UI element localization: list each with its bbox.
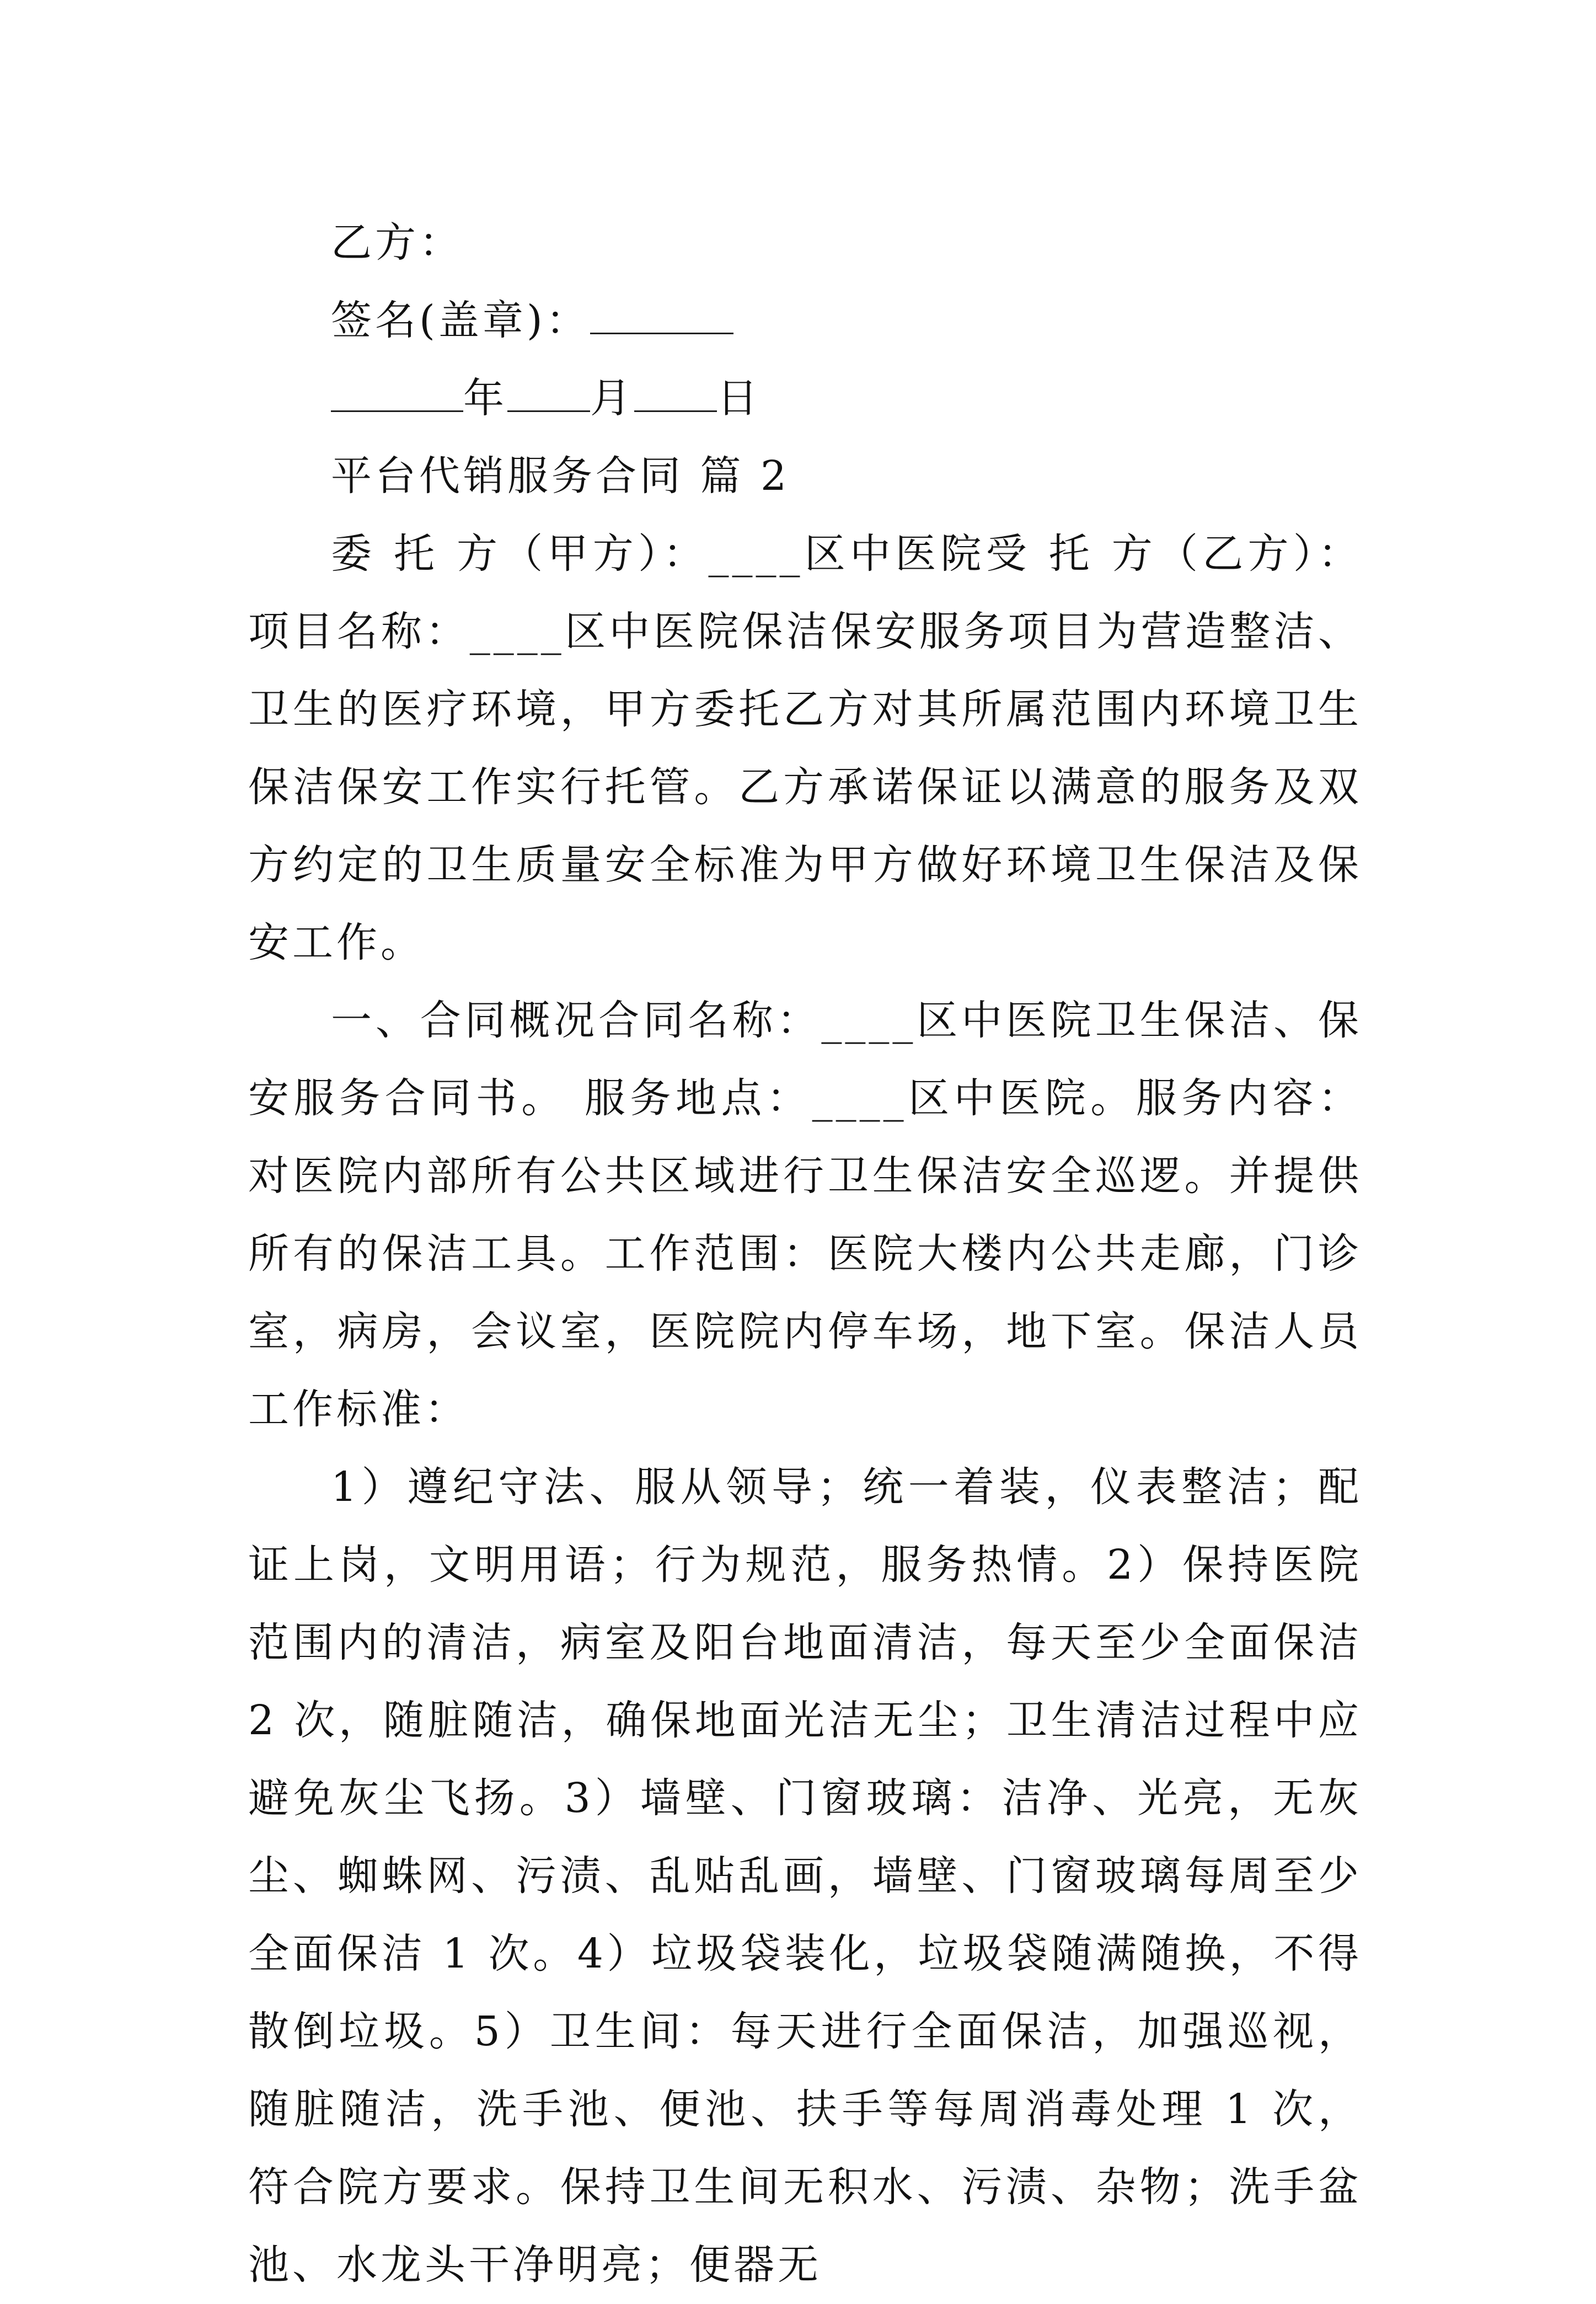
party-b-line: [248, 204, 1362, 282]
paragraph-overview: 一、合同概况合同名称：____区中医院卫生保洁、保安服务合同书。 服务地点：____区中医院。服务内容：对医院内部所有公共区域进行卫生保洁安全巡逻。并提供所有的保洁工具。工作范围：医院大楼内公共走廊，门诊室，病房，会议室，医院院内停车场，地下室。保洁人员工作标准：: [248, 997, 1362, 1433]
section-title: 平台代销服务合同 篇 2: [331, 452, 790, 500]
party-b-label: 乙方：: [331, 219, 463, 266]
signature-blank: [590, 294, 733, 334]
signature-line: [248, 282, 1362, 360]
month-blank: [507, 372, 590, 412]
document-body: [248, 204, 1362, 2304]
signature-label: 签名(盖章)：: [331, 297, 590, 344]
date-day-label: 日: [717, 375, 761, 422]
day-blank: [634, 372, 717, 412]
year-blank: [331, 372, 463, 412]
date-year-label: 年: [463, 375, 507, 422]
date-line: [248, 360, 1362, 437]
paragraph-standards: 1）遵纪守法、服从领导；统一着装，仪表整洁；配证上岗，文明用语；行为规范，服务热情。2）保持医院范围内的清洁，病室及阳台地面清洁，每天至少全面保洁 2 次，随脏随洁，确保地面光洁无尘；卫生清洁过程中应避免灰尘飞扬。3）墙壁、门窗玻璃：洁净、光亮，无灰尘、蜘蛛网、污渍、乱贴乱画，墙壁、门窗玻璃每周至少全面保洁 1 次。4）垃圾袋装化，垃圾袋随满随换，不得散倒垃圾。5）卫生间：每天进行全面保洁，加强巡视，随脏随洁，洗手池、便池、扶手等每周消毒处理 1 次，符合院方要求。保持卫生间无积水、污渍、杂物；洗手盆池、水龙头干净明亮；便器无: [248, 1463, 1362, 2289]
paragraph-intro: 委 托 方（甲方）：____区中医院受 托 方（乙方）：项目名称：____区中医院保洁保安服务项目为营造整洁、卫生的医疗环境，甲方委托乙方对其所属范围内环境卫生保洁保安工作实行托管。乙方承诺保证以满意的服务及双方约定的卫生质量安全标准为甲方做好环境卫生保洁及保安工作。: [248, 530, 1362, 966]
date-month-label: 月: [590, 375, 634, 422]
